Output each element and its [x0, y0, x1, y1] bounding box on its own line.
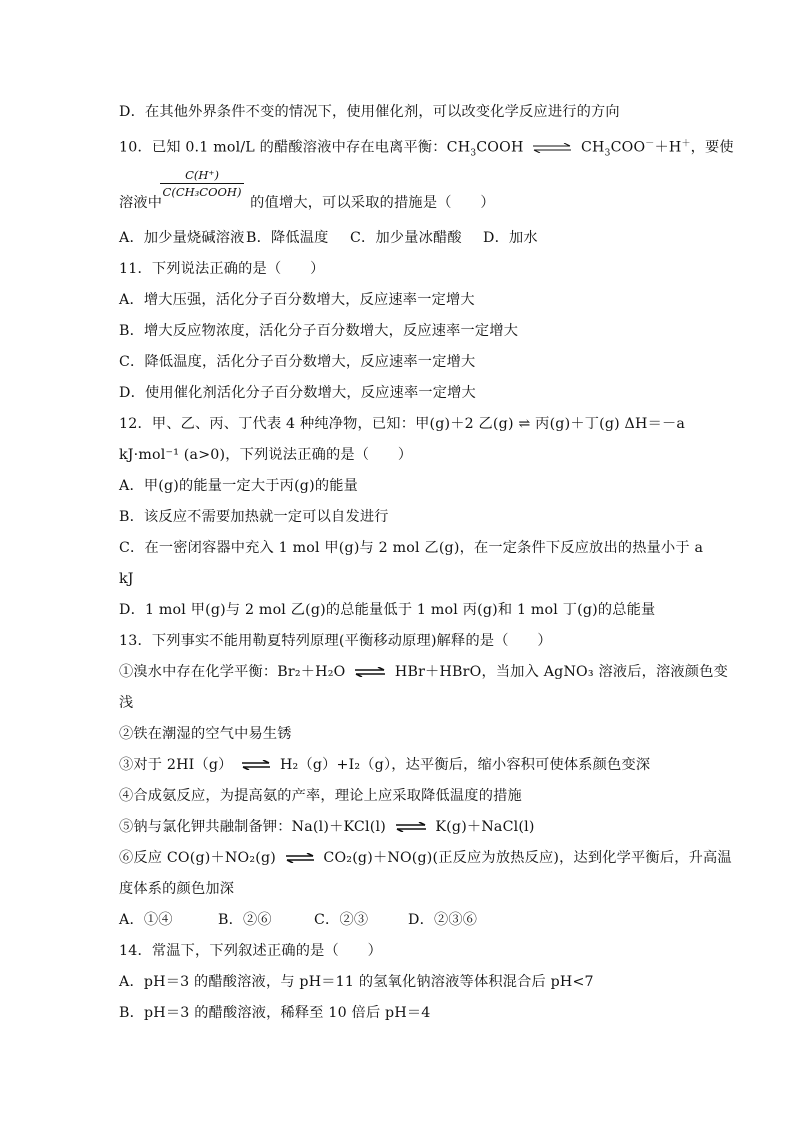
q12-option-c: C．在一密闭容器中充入 1 mol 甲(g)与 2 mol 乙(g)，在一定条件下反应放出的热量小于 a: [119, 540, 704, 556]
q13-item-2: ②铁在潮湿的空气中易生锈: [119, 726, 292, 742]
q13-item-6-cont: 度体系的颜色加深: [119, 881, 235, 897]
q13-item-1-cont: 浅: [119, 695, 134, 711]
q13-item-3: ③对于 2HI（g） H₂（g）+I₂（g），达平衡后，缩小容积可使体系颜色变深: [119, 757, 651, 773]
q13-option-c: C．②③: [314, 912, 369, 928]
q14-option-a: A．pH＝3 的醋酸溶液，与 pH＝11 的氢氧化钠溶液等体积混合后 pH<7: [119, 974, 594, 990]
q12-option-d: D．1 mol 甲(g)与 2 mol 乙(g)的总能量低于 1 mol 丙(g)和 1 mol 丁(g)的总能量: [119, 602, 656, 618]
equilibrium-arrow-icon: [532, 143, 572, 153]
q14-stem: 14．常温下，下列叙述正确的是（ ）: [119, 943, 383, 959]
q12-stem-line2: kJ·mol⁻¹ (a>0)，下列说法正确的是（ ）: [119, 447, 413, 463]
q11-option-a: A．增大压强，活化分子百分数增大，反应速率一定增大: [119, 292, 475, 308]
q11-option-c: C．降低温度，活化分子百分数增大，反应速率一定增大: [119, 354, 476, 370]
equilibrium-arrow-icon: [395, 822, 427, 832]
q13-option-b: B．②⑥: [218, 912, 272, 928]
equilibrium-arrow-icon: [354, 667, 386, 677]
q10-stem: 10．已知 0.1 mol/L 的醋酸溶液中存在电离平衡：$CH_3COOH$ $CH_3COO^-+H^+$，要使: [119, 139, 734, 159]
q10-option-a: A．加少量烧碱溶液: [119, 230, 245, 246]
q13-option-a: A．①④: [119, 912, 173, 928]
q13-item-6: ⑥反应 CO(g)＋NO₂(g) CO₂(g)＋NO(g)(正反应为放热反应)，达到化学平衡后，升高温: [119, 850, 732, 866]
q10-stem-line2: 溶液中 的值增大，可以采取的措施是（ ）: [119, 195, 495, 211]
q13-item-4: ④合成氨反应，为提高氨的产率，理论上应采取降低温度的措施: [119, 788, 522, 804]
q12-option-a: A．甲(g)的能量一定大于丙(g)的能量: [119, 478, 358, 494]
q10-option-c: C．加少量冰醋酸: [350, 230, 462, 246]
q10-option-d: D．加水: [483, 230, 538, 246]
q12-option-b: B．该反应不需要加热就一定可以自发进行: [119, 509, 389, 525]
q9-option-d: D．在其他外界条件不变的情况下，使用催化剂，可以改变化学反应进行的方向: [119, 104, 620, 120]
q14-option-b: B．pH＝3 的醋酸溶液，稀释至 10 倍后 pH＝4: [119, 1005, 431, 1021]
fraction-numerator: C(H⁺): [160, 168, 244, 184]
equilibrium-arrow-icon: [285, 853, 315, 863]
q10-options: [119, 228, 538, 248]
q13-item-1: ①溴水中存在化学平衡：Br₂＋H₂O HBr＋HBrO，当加入 AgNO₃ 溶液后，溶液颜色变: [119, 664, 728, 680]
q13-option-d: D．②③⑥: [408, 912, 478, 928]
equilibrium-arrow-icon: [241, 760, 271, 770]
q13-options: [119, 910, 477, 930]
q13-item-5: ⑤钠与氯化钾共融制备钾：Na(l)＋KCl(l) K(g)＋NaCl(l): [119, 819, 535, 835]
q11-option-b: B．增大反应物浓度，活化分子百分数增大，反应速率一定增大: [119, 323, 519, 339]
q12-stem: 12．甲、乙、丙、丁代表 4 种纯净物，已知：甲(g)＋2 乙(g) ⇌ 丙(g)＋丁(g) ΔH＝－a: [119, 416, 686, 432]
q12-option-c-cont: kJ: [119, 571, 134, 587]
q10-option-b: B．降低温度: [246, 230, 329, 246]
q13-stem: 13．下列事实不能用勒夏特列原理(平衡移动原理)解释的是（ ）: [119, 633, 552, 649]
fraction-denominator: C(CH₃COOH): [162, 185, 242, 199]
q11-stem: 11．下列说法正确的是（ ）: [119, 261, 325, 277]
q11-option-d: D．使用催化剂活化分子百分数增大，反应速率一定增大: [119, 385, 476, 401]
